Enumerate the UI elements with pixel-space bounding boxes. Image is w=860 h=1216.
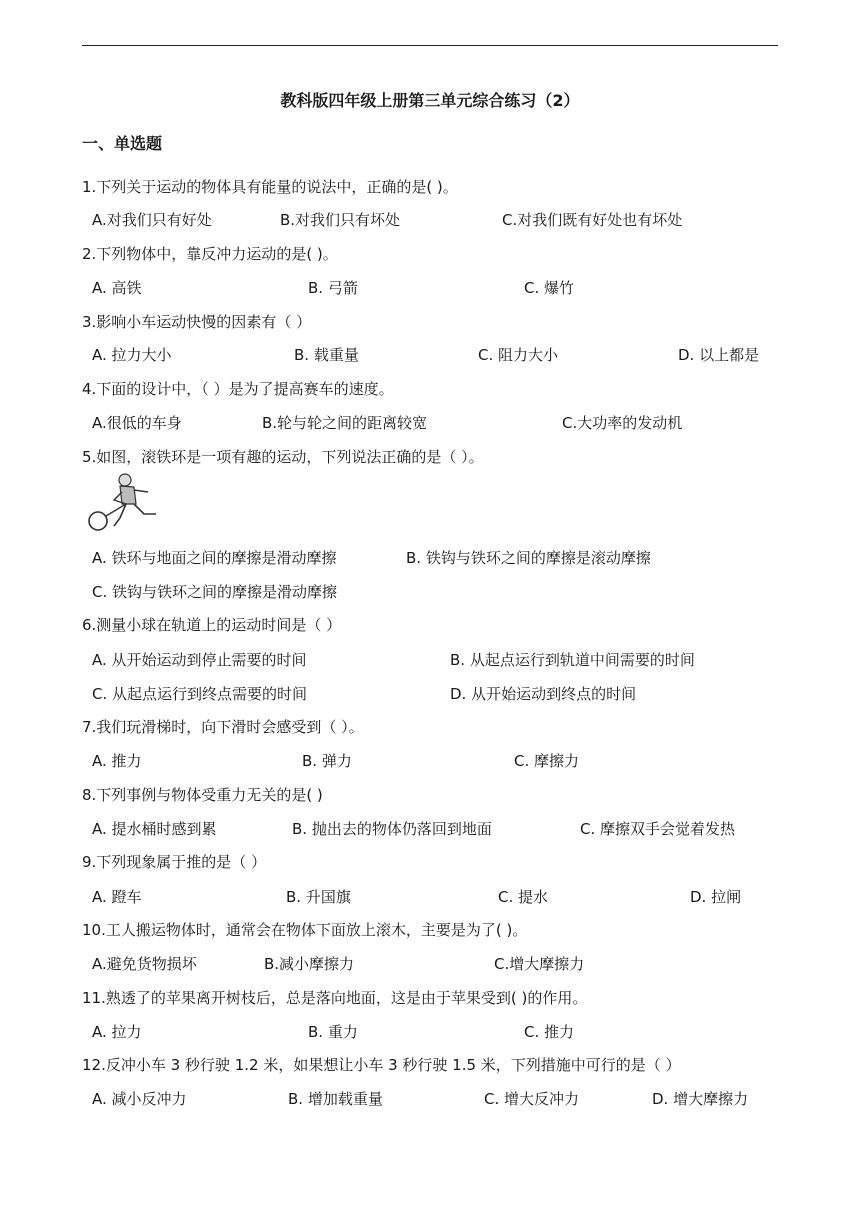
question-7: 7.我们玩滑梯时，向下滑时会感受到（ ）。: [82, 718, 364, 736]
q1-option-c: C.对我们既有好处也有坏处: [502, 211, 683, 229]
q2-option-c: C. 爆竹: [524, 279, 575, 297]
question-12: 12.反冲小车 3 秒行驶 1.2 米，如果想让小车 3 秒行驶 1.5 米，下列措施中可行的是（ ）: [82, 1056, 681, 1074]
q8-option-b: B. 抛出去的物体仍落回到地面: [292, 820, 492, 838]
q9-option-b: B. 升国旗: [286, 888, 351, 906]
question-3: 3.影响小车运动快慢的因素有（ ）: [82, 313, 312, 331]
hoop-rolling-figure: [84, 470, 166, 532]
q12-option-a: A. 减小反冲力: [92, 1090, 187, 1108]
q7-option-b: B. 弹力: [302, 752, 352, 770]
q10-option-c: C.增大摩擦力: [494, 955, 585, 973]
q7-option-a: A. 推力: [92, 752, 142, 770]
q12-option-b: B. 增加载重量: [288, 1090, 383, 1108]
q6-option-a: A. 从开始运动到停止需要的时间: [92, 651, 307, 669]
q3-option-d: D. 以上都是: [678, 346, 760, 364]
q3-option-a: A. 拉力大小: [92, 346, 172, 364]
q4-option-b: B.轮与轮之间的距离较宽: [262, 414, 428, 432]
question-2: 2.下列物体中，靠反冲力运动的是( )。: [82, 245, 338, 263]
q8-option-c: C. 摩擦双手会觉着发热: [580, 820, 736, 838]
q9-option-d: D. 拉闸: [690, 888, 742, 906]
q4-option-c: C.大功率的发动机: [562, 414, 683, 432]
q2-option-b: B. 弓箭: [308, 279, 358, 297]
question-9: 9.下列现象属于推的是（ ）: [82, 853, 267, 871]
q3-option-b: B. 载重量: [294, 346, 359, 364]
q6-option-c: C. 从起点运行到终点需要的时间: [92, 685, 308, 703]
q4-option-a: A.很低的车身: [92, 414, 182, 432]
q5-option-a: A. 铁环与地面之间的摩擦是滑动摩擦: [92, 549, 337, 567]
header-rule: [82, 45, 778, 46]
q11-option-c: C. 推力: [524, 1023, 575, 1041]
q12-option-c: C. 增大反冲力: [484, 1090, 580, 1108]
q6-option-d: D. 从开始运动到终点的时间: [450, 685, 637, 703]
question-4: 4.下面的设计中，（ ）是为了提高赛车的速度。: [82, 380, 394, 398]
q12-option-d: D. 增大摩擦力: [652, 1090, 749, 1108]
q2-option-a: A. 高铁: [92, 279, 142, 297]
q10-option-a: A.避免货物损坏: [92, 955, 197, 973]
page-title: 教科版四年级上册第三单元综合练习（2）: [280, 91, 580, 110]
question-5: 5.如图，滚铁环是一项有趣的运动，下列说法正确的是（ ）。: [82, 448, 484, 466]
q11-option-b: B. 重力: [308, 1023, 358, 1041]
q3-option-c: C. 阻力大小: [478, 346, 559, 364]
q10-option-b: B.减小摩擦力: [264, 955, 355, 973]
question-8: 8.下列事例与物体受重力无关的是( ): [82, 786, 323, 804]
section-heading: 一、单选题: [82, 134, 163, 153]
q11-option-a: A. 拉力: [92, 1023, 142, 1041]
q6-option-b: B. 从起点运行到轨道中间需要的时间: [450, 651, 695, 669]
question-6: 6.测量小球在轨道上的运动时间是（ ）: [82, 616, 342, 634]
q5-option-c: C. 铁钩与铁环之间的摩擦是滑动摩擦: [92, 583, 338, 601]
q1-option-a: A.对我们只有好处: [92, 211, 212, 229]
q9-option-c: C. 提水: [498, 888, 549, 906]
question-11: 11.熟透了的苹果离开树枝后，总是落向地面，这是由于苹果受到( )的作用。: [82, 989, 588, 1007]
q1-option-b: B.对我们只有坏处: [280, 211, 401, 229]
q8-option-a: A. 提水桶时感到累: [92, 820, 217, 838]
q5-option-b: B. 铁钩与铁环之间的摩擦是滚动摩擦: [406, 549, 651, 567]
q7-option-c: C. 摩擦力: [514, 752, 580, 770]
q9-option-a: A. 蹬车: [92, 888, 142, 906]
question-10: 10.工人搬运物体时，通常会在物体下面放上滚木，主要是为了( )。: [82, 921, 528, 939]
question-1: 1.下列关于运动的物体具有能量的说法中，正确的是( )。: [82, 178, 458, 196]
